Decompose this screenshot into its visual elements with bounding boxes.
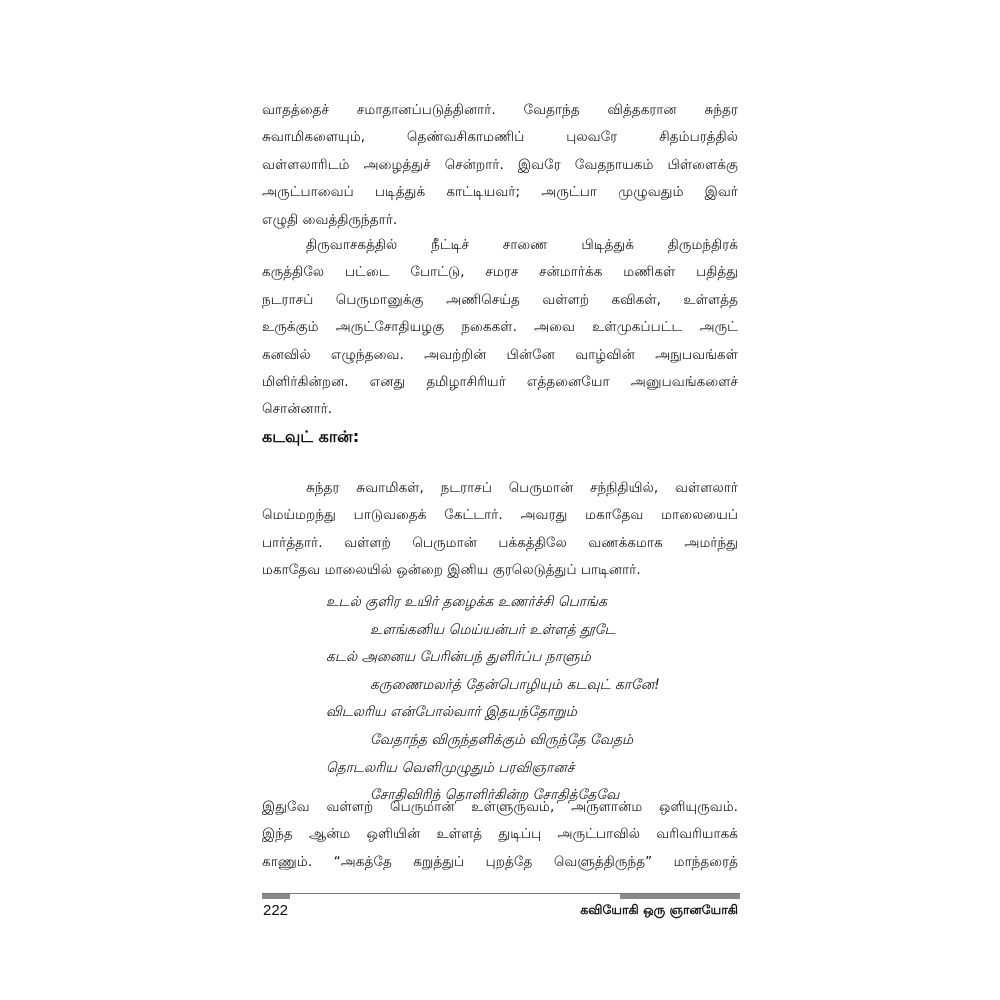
poem-line: கருணைமலர்த் தேன்பொழியும் கடவுட் கானே!	[370, 676, 660, 693]
paragraph-line: இதுவே வள்ளற் பெருமான் உள்ளுருவம், அருளான்ம ஒளியுருவம்.	[262, 799, 738, 815]
paragraph-line: வாதத்தைச் சமாதானப்படுத்தினார். வேதாந்த வித்தகரான சுந்தர	[262, 102, 738, 118]
paragraph-line: எழுதி வைத்திருந்தார்.	[262, 211, 398, 228]
paragraph-line: உருக்கும் அருட்சோதியழகு நகைகள். அவை உள்முகப்பட்ட அருட்	[262, 319, 738, 336]
poem-line: கடல் அனைய பேரின்பந் துளிர்ப்ப நாளும்	[326, 649, 591, 666]
paragraph-line: இந்த ஆன்ம ஒளியின் உள்ளத் துடிப்பு அருட்பாவில் வரிவரியாகக்	[262, 826, 738, 843]
paragraph-line: சுந்தர சுவாமிகள், நடராசப் பெருமான் சந்நிதியில், வள்ளலார்	[306, 480, 738, 496]
paragraph-line: கனவில் எழுந்தவை. அவற்றின் பின்னே வாழ்வின் அநுபவங்கள்	[262, 346, 738, 363]
footer-rule-accent-left	[262, 894, 290, 899]
paragraph-line: திருவாசகத்தில் நீட்டிச் சாணை பிடித்துக் திருமந்திரக்	[306, 237, 738, 253]
paragraph-line: காணும். “அகத்தே கறுத்துப் புறத்தே வெளுத்திருந்த” மாந்தரைத்	[262, 853, 738, 870]
poem-line: உளங்கனிய மெய்யன்பர் உள்ளத் தூடே	[370, 621, 616, 638]
paragraph-line: பார்த்தார். வள்ளற் பெருமான் பக்கத்திலே வணக்கமாக அமர்ந்து	[262, 534, 738, 551]
page-number: 222	[263, 902, 289, 919]
poem-line: தொடலரிய வெளிமுழுதும் பரவிஞானச்	[326, 759, 575, 776]
paragraph-2	[262, 232, 738, 424]
paragraph-line: சுவாமிகளையும், தெண்வசிகாமணிப் புலவரே சிதம்பரத்தில்	[262, 129, 738, 146]
paragraph-1	[262, 97, 738, 234]
footer-rule	[262, 893, 740, 899]
poem-verse	[326, 589, 746, 810]
footer-rule-accent-right	[620, 894, 740, 899]
paragraph-4	[262, 794, 738, 876]
paragraph-line: கருத்திலே பட்டை போட்டு, சமரச சன்மார்க்க மணிகள் பதித்து	[262, 264, 738, 281]
poem-line: உடல் குளிர உயிர் தழைக்க உணர்ச்சி பொங்க	[326, 594, 607, 610]
paragraph-line: சொன்னார்.	[262, 401, 333, 418]
section-heading: கடவுட் கான்:	[262, 427, 360, 446]
book-title: கவியோகி ஒரு ஞானயோகி	[580, 902, 738, 917]
paragraph-line: மகாதேவ மாலையில் ஒன்றை இனிய குரலெடுத்துப் பாடினார்.	[262, 562, 641, 579]
paragraph-line: வள்ளலாரிடம் அழைத்துச் சென்றார். இவரே வேதநாயகம் பிள்ளைக்கு	[262, 156, 738, 173]
paragraph-line: மிளிர்கின்றன. எனது தமிழாசிரியர் எத்தனையோ அனுபவங்களைச்	[262, 374, 738, 391]
paragraph-line: நடராசப் பெருமானுக்கு அணிசெய்த வள்ளற் கவிகள், உள்ளத்த	[262, 291, 738, 308]
paragraph-line: அருட்பாவைப் படித்துக் காட்டியவர்; அருட்பா முழுவதும் இவர்	[262, 184, 738, 201]
paragraph-3	[262, 475, 738, 585]
poem-line: வேதாந்த விருந்தளிக்கும் விருந்தே வேதம்	[370, 731, 634, 748]
poem-line: விடலரிய என்போல்வார் இதயந்தோறும்	[326, 704, 577, 721]
paragraph-line: மெய்மறந்து பாடுவதைக் கேட்டார். அவரது மகாதேவ மாலையைப்	[262, 507, 738, 524]
poem-line: சோதிவிரிந் தொளிர்கின்ற சோதித்தேவே	[370, 787, 620, 804]
